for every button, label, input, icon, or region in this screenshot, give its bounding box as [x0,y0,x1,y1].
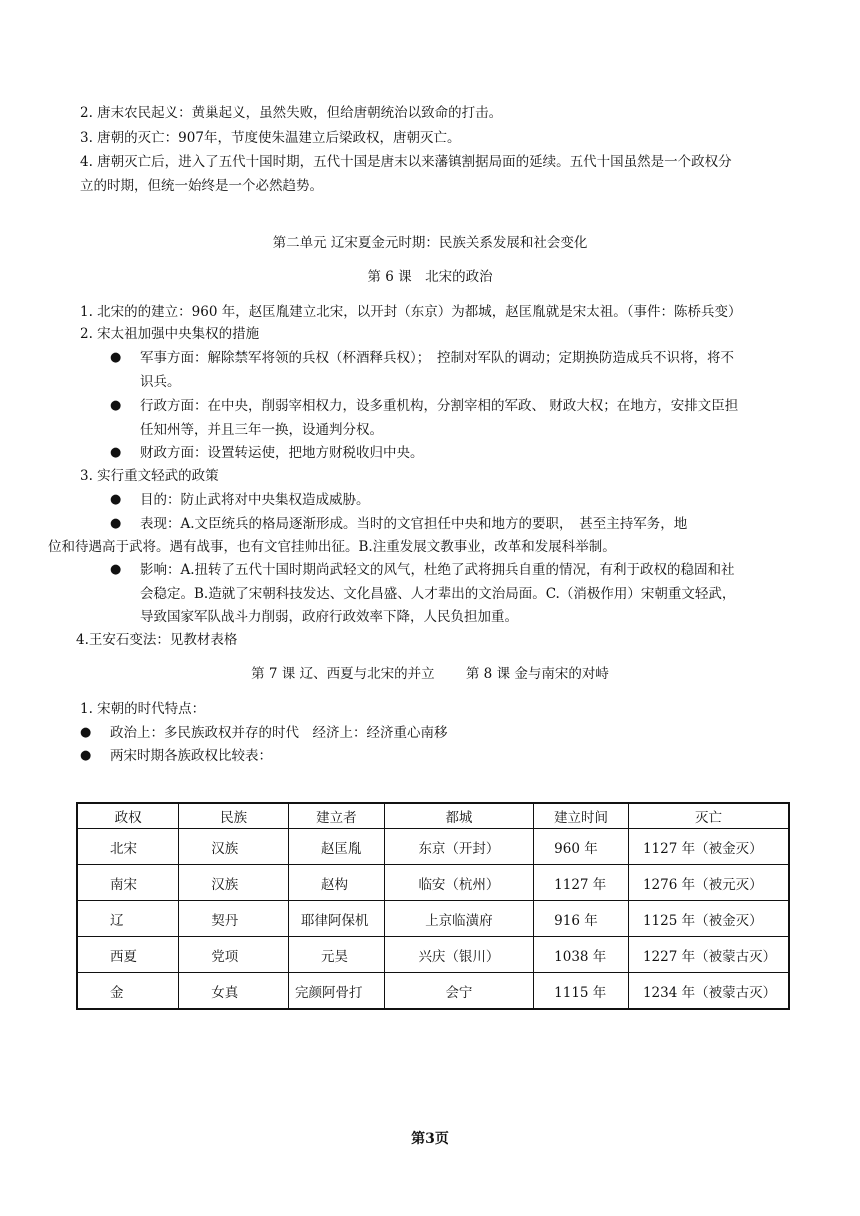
cell-regime: 北宋 [77,829,179,865]
cell-founded: 916 年 [534,901,629,937]
tang-point-4-line2: 立的时期，但统一始终是一个必然趋势。 [80,178,323,194]
lesson6-point-2: 2. 宋太祖加强中央集权的措施 [80,326,260,342]
military-measure-line1: 军事方面：解除禁军将领的兵权（杯酒释兵权）； 控制对军队的调动；定期换防造成兵不识将，将不 [140,350,734,366]
bullet-icon: ● [110,516,122,531]
cell-capital: 兴庆（银川） [384,937,533,973]
header-regime: 政权 [77,803,179,829]
policy-impact-line3: 导致国家军队战斗力削弱，政府行政效率下降，人民负担加重。 [140,609,518,625]
cell-founded: 1127 年 [534,865,629,901]
header-founder: 建立者 [288,803,384,829]
cell-ethnicity: 汉族 [179,865,289,901]
tang-point-4-line1: 4. 唐朝灭亡后，进入了五代十国时期，五代十国是唐末以来藩镇割据局面的延续。五代十国虽然是一个政权分 [80,154,732,170]
cell-founder: 完颜阿骨打 [288,973,384,1010]
tang-point-3: 3. 唐朝的灭亡：907年，节度使朱温建立后梁政权，唐朝灭亡。 [80,130,461,146]
cell-fall: 1234 年（被蒙古灭） [628,973,789,1010]
cell-founder: 元昊 [288,937,384,973]
cell-founder: 赵构 [288,865,384,901]
cell-founded: 1038 年 [534,937,629,973]
page-number: 第3页 [411,1131,449,1147]
bullet-icon: ● [110,398,122,413]
header-ethnicity: 民族 [179,803,289,829]
header-capital: 都城 [384,803,533,829]
unit-title: 第二单元 辽宋夏金元时期：民族关系发展和社会变化 [272,235,588,251]
lesson78-point-1: 1. 宋朝的时代特点： [80,701,206,717]
cell-ethnicity: 契丹 [179,901,289,937]
policy-manifestation-line1: 表现：A.文臣统兵的格局逐渐形成。当时的文官担任中央和地方的要职， 甚至主持军务，地 [140,516,688,532]
table-caption: 两宋时期各族政权比较表： [110,748,272,764]
regime-comparison-table [76,802,790,1010]
lesson6-point-3: 3. 实行重文轻武的政策 [80,468,219,484]
policy-impact-line1: 影响：A.扭转了五代十国时期尚武轻文的风气，杜绝了武将拥兵自重的情况，有利于政权的稳固和社 [140,562,735,578]
cell-regime: 西夏 [77,937,179,973]
cell-fall: 1127 年（被金灭） [628,829,789,865]
military-measure-line2: 识兵。 [140,374,181,390]
table-row [77,865,789,901]
table-header-row [77,803,789,829]
header-founded: 建立时间 [534,803,629,829]
cell-regime: 辽 [77,901,179,937]
cell-regime: 金 [77,973,179,1010]
bullet-icon: ● [110,445,122,460]
tang-point-2: 2. 唐末农民起义：黄巢起义，虽然失败，但给唐朝统治以致命的打击。 [80,105,503,121]
cell-capital: 临安（杭州） [384,865,533,901]
lesson6-point-4: 4.王安石变法：见教材表格 [76,632,238,648]
table-row [77,829,789,865]
bullet-icon: ● [80,748,92,763]
cell-capital: 会宁 [384,973,533,1010]
cell-capital: 上京临潢府 [384,901,533,937]
policy-impact-line2: 会稳定。B.造就了宋朝科技发达、文化昌盛、人才辈出的文治局面。C.（消极作用）宋朝重文轻武， [140,586,736,602]
bullet-icon: ● [110,492,122,507]
cell-regime: 南宋 [77,865,179,901]
cell-founder: 赵匡胤 [288,829,384,865]
cell-founded: 960 年 [534,829,629,865]
table-row [77,901,789,937]
cell-fall: 1276 年（被元灭） [628,865,789,901]
cell-ethnicity: 汉族 [179,829,289,865]
cell-founder: 耶律阿保机 [288,901,384,937]
table-row [77,973,789,1010]
cell-fall: 1125 年（被金灭） [628,901,789,937]
finance-measure: 财政方面：设置转运使，把地方财税收归中央。 [140,445,424,461]
lesson6-point-1: 1. 北宋的的建立：960 年，赵匡胤建立北宋，以开封（东京）为都城，赵匡胤就是宋太祖。（事件：陈桥兵变） [80,304,742,320]
cell-fall: 1227 年（被蒙古灭） [628,937,789,973]
lesson-6-title: 第 6 课 北宋的政治 [367,269,493,285]
cell-capital: 东京（开封） [384,829,533,865]
song-features: 政治上：多民族政权并存的时代 经济上：经济重心南移 [110,725,448,741]
bullet-icon: ● [110,350,122,365]
bullet-icon: ● [110,562,122,577]
header-fall: 灭亡 [628,803,789,829]
cell-ethnicity: 女真 [179,973,289,1010]
table-row [77,937,789,973]
policy-manifestation-line2: 位和待遇高于武将。遇有战事，也有文官挂帅出征。B.注重发展文教事业，改革和发展科举制。 [48,539,616,555]
policy-purpose: 目的：防止武将对中央集权造成威胁。 [140,492,370,508]
admin-measure-line2: 任知州等，并且三年一换，设通判分权。 [140,422,383,438]
lesson-7-8-title: 第 7 课 辽、西夏与北宋的并立 第 8 课 金与南宋的对峙 [251,666,609,682]
cell-ethnicity: 党项 [179,937,289,973]
admin-measure-line1: 行政方面：在中央，削弱宰相权力，设多重机构，分割宰相的军政、 财政大权；在地方，安排文臣担 [140,398,739,414]
bullet-icon: ● [80,725,92,740]
cell-founded: 1115 年 [534,973,629,1010]
